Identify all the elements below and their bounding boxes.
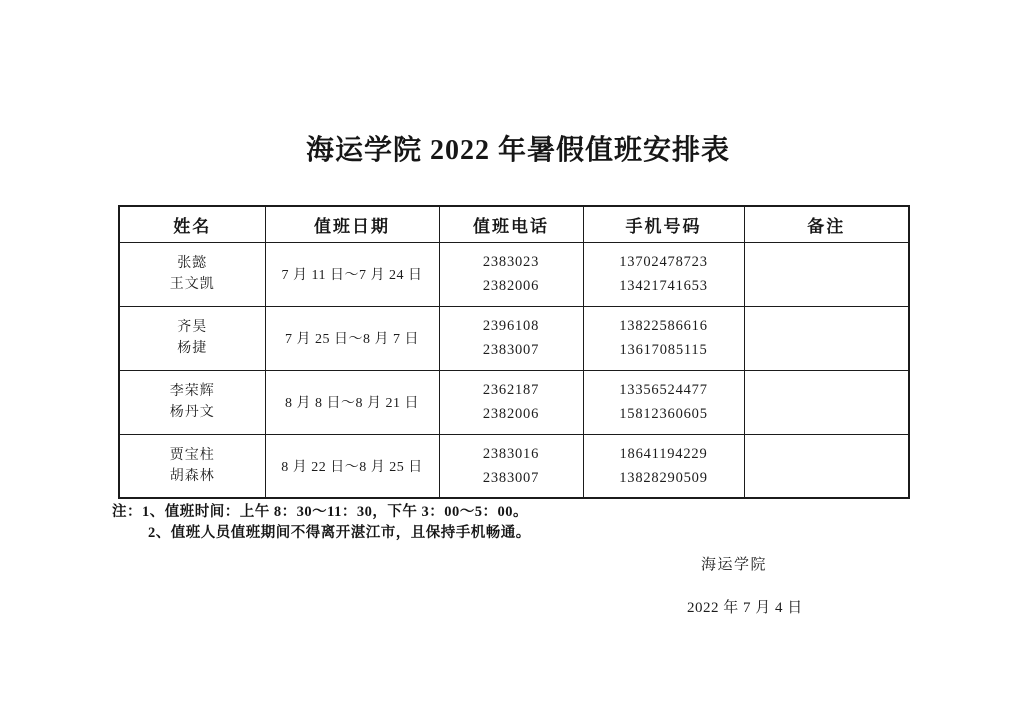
col-header-mobile: 手机号码 — [583, 206, 744, 242]
cell-remark — [744, 242, 909, 306]
signature-organization: 海运学院 — [701, 557, 768, 573]
cell-mobiles — [583, 242, 744, 306]
duty-phone: 2382006 — [482, 278, 540, 294]
name-line: 贾宝柱 — [169, 447, 215, 463]
note-line-2: 2、值班人员值班期间不得离开湛江市，且保持手机畅通。 — [148, 525, 531, 541]
duty-phone: 2396108 — [482, 318, 540, 334]
duty-phone: 2382006 — [482, 406, 540, 422]
cell-duty-date: 8 月 8 日～8 月 21 日 — [265, 370, 439, 434]
cell-duty-phones — [439, 434, 583, 498]
mobile-number: 18641194229 — [619, 445, 708, 462]
cell-mobiles — [583, 370, 744, 434]
cell-names — [119, 434, 265, 498]
name-line: 李荣辉 — [169, 384, 215, 399]
name-line: 齐昊 — [177, 320, 208, 335]
mobile-number: 13421741653 — [619, 278, 708, 294]
duty-phone: 2362187 — [482, 382, 540, 398]
duty-phone: 2383007 — [482, 342, 540, 358]
col-header-remark: 备注 — [744, 206, 909, 242]
duty-schedule-table — [118, 205, 910, 499]
col-header-duty-date: 值班日期 — [265, 206, 439, 242]
name-line: 王文凯 — [169, 277, 215, 292]
cell-duty-date: 7 月 11 日～7 月 24 日 — [265, 242, 439, 306]
table-row — [119, 370, 909, 434]
table-header-row — [119, 206, 909, 242]
cell-duty-phones — [439, 370, 583, 434]
cell-duty-date: 7 月 25 日～8 月 7 日 — [265, 306, 439, 370]
mobile-number: 13617085115 — [619, 342, 708, 358]
mobile-number: 13356524477 — [619, 382, 708, 398]
cell-names — [119, 306, 265, 370]
duty-phone: 2383016 — [482, 445, 540, 462]
mobile-number: 13828290509 — [619, 469, 708, 486]
name-line: 胡森林 — [169, 468, 215, 484]
cell-remark — [744, 434, 909, 498]
note-line-1: 注：1、值班时间：上午 8：30～11：30，下午 3：00～5：00。 — [112, 504, 528, 520]
signature-date: 2022 年 7 月 4 日 — [687, 600, 803, 616]
mobile-number: 13822586616 — [619, 318, 708, 334]
table-row — [119, 306, 909, 370]
cell-mobiles — [583, 434, 744, 498]
mobile-number: 15812360605 — [619, 406, 708, 422]
cell-remark — [744, 370, 909, 434]
name-line: 张懿 — [177, 256, 208, 271]
cell-duty-phones — [439, 242, 583, 306]
mobile-number: 13702478723 — [619, 254, 708, 270]
duty-phone: 2383023 — [482, 254, 540, 270]
name-line: 杨丹文 — [169, 405, 215, 420]
duty-phone: 2383007 — [482, 469, 540, 486]
cell-duty-date: 8 月 22 日～8 月 25 日 — [265, 434, 439, 498]
col-header-name: 姓名 — [119, 206, 265, 242]
table-row — [119, 434, 909, 498]
cell-mobiles — [583, 306, 744, 370]
table-row — [119, 242, 909, 306]
cell-duty-phones — [439, 306, 583, 370]
document-title: 海运学院 2022 年暑假值班安排表 — [305, 135, 730, 166]
cell-remark — [744, 306, 909, 370]
cell-names — [119, 242, 265, 306]
name-line: 杨捷 — [177, 341, 208, 356]
col-header-duty-phone: 值班电话 — [439, 206, 583, 242]
cell-names — [119, 370, 265, 434]
